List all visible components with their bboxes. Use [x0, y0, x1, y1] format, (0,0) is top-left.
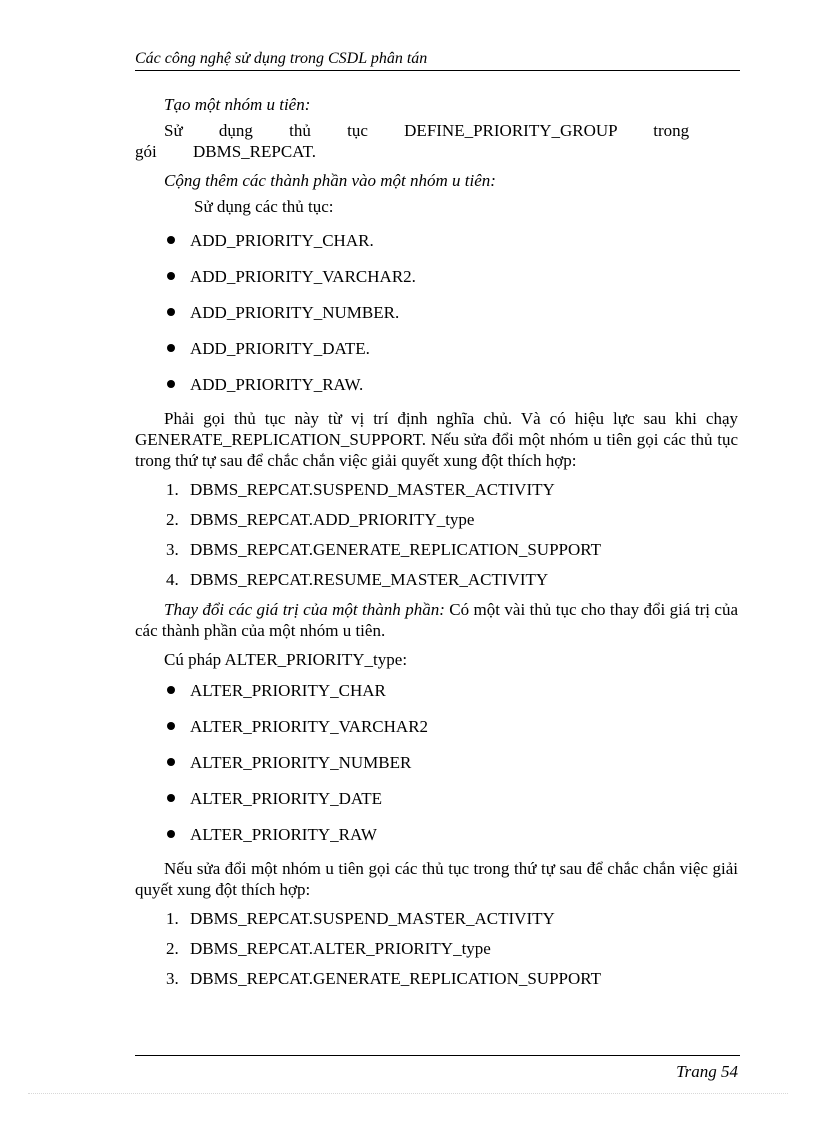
step-text: DBMS_REPCAT.ADD_PRIORITY_type [190, 510, 475, 529]
list-item [135, 228, 738, 264]
list-item [135, 678, 738, 714]
list-item [135, 822, 738, 850]
bullet-icon [167, 794, 175, 802]
list-item-text: ALTER_PRIORITY_NUMBER [190, 753, 412, 772]
bullet-icon [167, 758, 175, 766]
list-item [135, 938, 738, 968]
list-item [135, 300, 738, 336]
list-item [135, 750, 738, 786]
bullet-icon [167, 272, 175, 280]
create-group-text: Sử dụng thủ tục DEFINE_PRIORITY_GROUP trong gói DBMS_REPCAT. [135, 121, 690, 161]
bullet-icon [167, 308, 175, 316]
list-item-text: ALTER_PRIORITY_CHAR [190, 681, 386, 700]
list-item [135, 786, 738, 822]
step-number: 1. [166, 480, 179, 499]
step-text: DBMS_REPCAT.SUSPEND_MASTER_ACTIVITY [190, 480, 555, 499]
modify-order-paragraph: Nếu sửa đổi một nhóm u tiên gọi các thủ tục trong thứ tự sau để chắc chắn việc giải quyết xung đột thích hợp: [135, 859, 738, 899]
step-number: 2. [166, 939, 179, 958]
list-item-text: ADD_PRIORITY_VARCHAR2. [190, 267, 416, 286]
step-text: DBMS_REPCAT.GENERATE_REPLICATION_SUPPORT [190, 969, 601, 988]
add-members-heading: Cộng thêm các thành phần vào một nhóm u tiên: [164, 171, 496, 190]
alter-priority-list [135, 678, 738, 850]
list-item-text: ADD_PRIORITY_NUMBER. [190, 303, 400, 322]
add-priority-list [135, 228, 738, 400]
call-order-steps [135, 479, 738, 593]
bullet-icon [167, 236, 175, 244]
page-edge-dots [28, 1093, 788, 1094]
modify-order-steps [135, 908, 738, 998]
list-item-text: ADD_PRIORITY_CHAR. [190, 231, 374, 250]
list-item [135, 539, 738, 569]
bullet-icon [167, 686, 175, 694]
list-item-text: ALTER_PRIORITY_DATE [190, 789, 383, 808]
list-item-text: ALTER_PRIORITY_RAW [190, 825, 377, 844]
step-number: 4. [166, 570, 179, 589]
list-item-text: ALTER_PRIORITY_VARCHAR2 [190, 717, 429, 736]
create-group-heading: Tạo một nhóm u tiên: [164, 95, 311, 114]
list-item [135, 336, 738, 372]
list-item-text: ADD_PRIORITY_DATE. [190, 339, 370, 358]
list-item [135, 479, 738, 509]
bullet-icon [167, 830, 175, 838]
list-item [135, 968, 738, 998]
list-item [135, 569, 738, 593]
list-item [135, 509, 738, 539]
bullet-icon [167, 380, 175, 388]
list-item [135, 908, 738, 938]
list-item [135, 264, 738, 300]
step-number: 3. [166, 969, 179, 988]
page-number: Trang 54 [676, 1062, 738, 1081]
page-header: Các công nghệ sử dụng trong CSDL phân tán [135, 49, 740, 71]
step-number: 2. [166, 510, 179, 529]
step-text: DBMS_REPCAT.SUSPEND_MASTER_ACTIVITY [190, 909, 555, 928]
footer-divider [135, 1055, 740, 1056]
step-number: 3. [166, 540, 179, 559]
step-text: DBMS_REPCAT.GENERATE_REPLICATION_SUPPORT [190, 540, 601, 559]
list-item [135, 372, 738, 400]
list-item [135, 714, 738, 750]
add-members-intro: Sử dụng các thủ tục: [194, 197, 334, 216]
change-values-text: Có một vài thủ tục cho thay đổi giá trị của các thành phần của một nhóm u tiên. [135, 600, 738, 640]
syntax-line: Cú pháp ALTER_PRIORITY_type: [164, 650, 408, 669]
step-text: DBMS_REPCAT.RESUME_MASTER_ACTIVITY [190, 570, 549, 589]
list-item-text: ADD_PRIORITY_RAW. [190, 375, 364, 394]
change-values-heading: Thay đổi các giá trị của một thành phần: [164, 600, 445, 619]
bullet-icon [167, 722, 175, 730]
call-order-paragraph: Phải gọi thủ tục này từ vị trí định nghĩa chủ. Và có hiệu lực sau khi chạy GENERATE_REPLICATION_SUPPORT. Nếu sửa đổi một nhóm u tiên gọi các thủ tục trong thứ tự sau để chắc chắn việc giải quyết xung đột thích hợp: [135, 409, 738, 470]
page-body [135, 94, 738, 1004]
bullet-icon [167, 344, 175, 352]
change-values-paragraph [135, 599, 738, 641]
step-number: 1. [166, 909, 179, 928]
step-text: DBMS_REPCAT.ALTER_PRIORITY_type [190, 939, 491, 958]
